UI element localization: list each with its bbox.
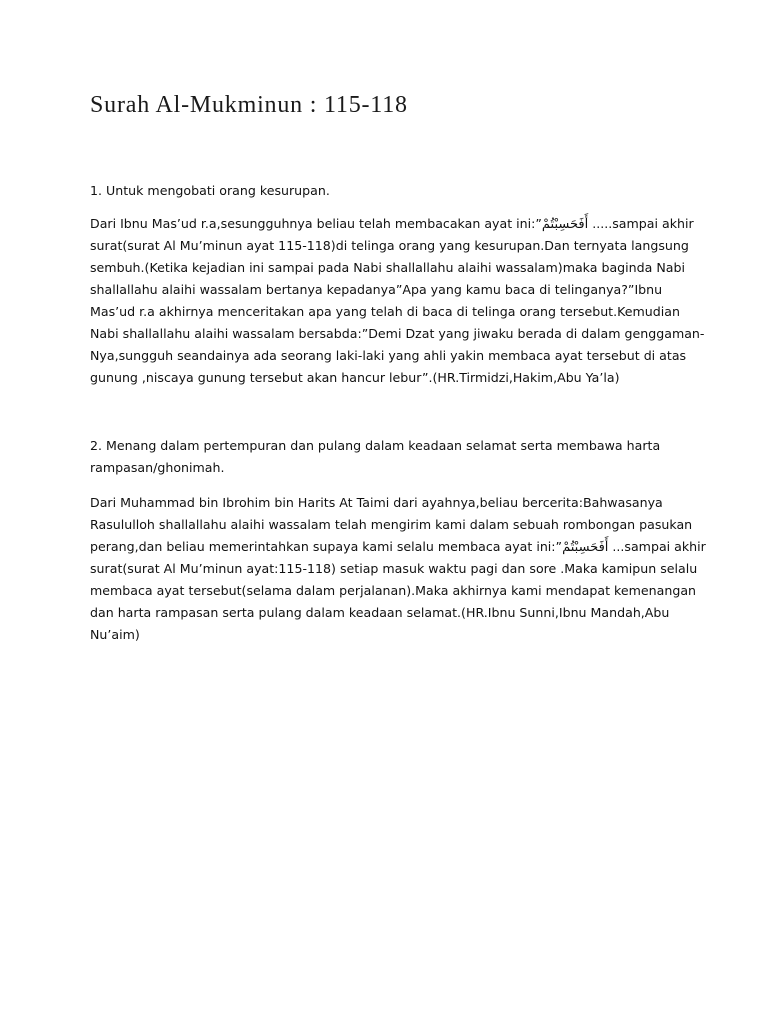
- section-1-line-6: Nabi shallallahu alaihi wassalam bersabda:”Demi Dzat yang jiwaku berada di dalam genggaman-: [90, 326, 705, 341]
- section-2-line-1: Dari Muhammad bin Ibrohim bin Harits At Taimi dari ayahnya,beliau bercerita:Bahwasanya: [90, 495, 663, 510]
- section-2-line-4: surat(surat Al Mu’minun ayat:115-118) setiap masuk waktu pagi dan sore .Maka kamipun selalu: [90, 561, 698, 576]
- section-1-heading: 1. Untuk mengobati orang kesurupan.: [90, 183, 330, 198]
- section-1-line-5: Mas’ud r.a akhirnya menceritakan apa yang telah di baca di telinga orang tersebut.Kemudian: [90, 304, 680, 319]
- section-1-line-3: sembuh.(Ketika kejadian ini sampai pada Nabi shallallahu alaihi wassalam)maka baginda Nabi: [90, 260, 686, 275]
- section-1-line-4: shallallahu alaihi wassalam bertanya kepadanya”Apa yang kamu baca di telinganya?”Ibnu: [90, 282, 663, 297]
- section-1-line-7: Nya,sungguh seandainya ada seorang laki-laki yang ahli yakin membaca ayat tersebut di atas: [90, 348, 687, 363]
- section-2-heading-line-2: rampasan/ghonimah.: [90, 460, 225, 475]
- arabic-verse-text: أَفَحَسِبْتُمْ: [541, 217, 589, 232]
- text-segment: perang,dan beliau memerintahkan supaya kami selalu membaca ayat ini:”: [90, 539, 563, 554]
- section-2-line-2: Rasululloh shallallahu alaihi wassalam telah mengirim kami dalam sebuah rombongan pasukan: [90, 517, 693, 532]
- text-segment: Dari Ibnu Mas’ud r.a,sesungguhnya beliau telah membacakan ayat ini:”: [90, 216, 542, 231]
- section-1-line-1: [90, 213, 694, 236]
- section-2-line-5: membaca ayat tersebut(selama dalam perjalanan).Maka akhirnya kami mendapat kemenangan: [90, 583, 697, 598]
- section-1-line-8: gunung ,niscaya gunung tersebut akan hancur lebur”.(HR.Tirmidzi,Hakim,Abu Ya’la): [90, 370, 620, 385]
- arabic-verse-text: أَفَحَسِبْتُمْ: [562, 540, 609, 555]
- section-2-line-7: Nu’aim): [90, 627, 140, 642]
- section-2-line-3: [90, 536, 706, 559]
- section-2-heading-line-1: 2. Menang dalam pertempuran dan pulang dalam keadaan selamat serta membawa harta: [90, 438, 661, 453]
- page-title: Surah Al-Mukminun : 115-118: [90, 92, 408, 118]
- text-segment: ...sampai akhir: [608, 539, 706, 554]
- text-segment: .....sampai akhir: [588, 216, 694, 231]
- section-1-line-2: surat(surat Al Mu’minun ayat 115-118)di telinga orang yang kesurupan.Dan ternyata langsung: [90, 238, 689, 253]
- section-2-line-6: dan harta rampasan serta pulang dalam keadaan selamat.(HR.Ibnu Sunni,Ibnu Mandah,Abu: [90, 605, 670, 620]
